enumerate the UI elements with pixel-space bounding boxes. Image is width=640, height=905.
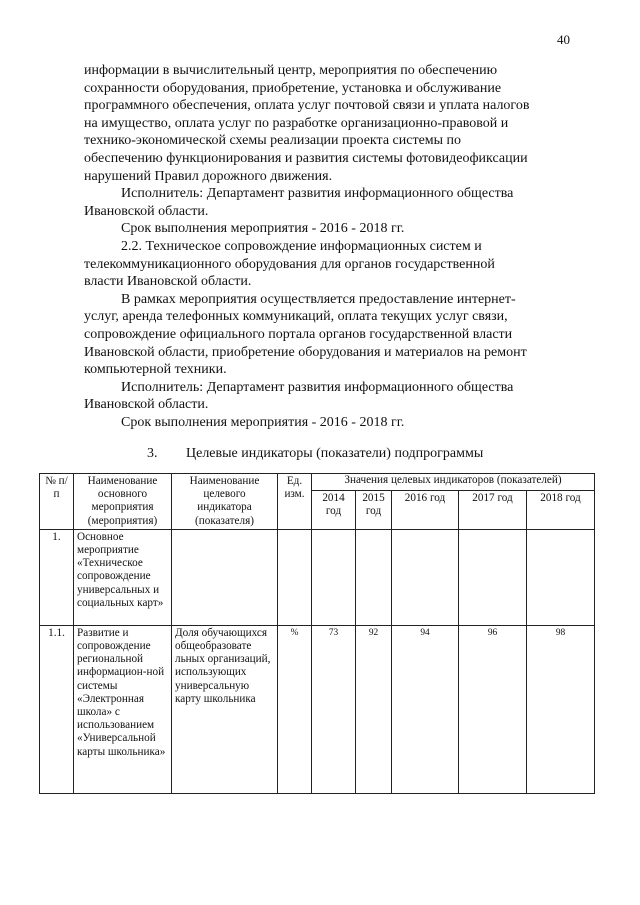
row-indicator: Доля обучающихся общеобразовате льных организаций, использующих универсальную карту школьника [172,625,278,793]
paragraph-line: компьютерной техники. [84,362,227,378]
header-num: № п/п [40,474,74,530]
subsection-heading: телекоммуникационного оборудования для органов государственной [84,256,495,272]
row-activity: Развитие и сопровождение региональной информацион-ной системы «Электронная школа» с использованием «Универсальной карты школьника» [74,625,172,793]
row-value [312,529,356,625]
executor-line: Ивановской области. [84,397,209,413]
indicators-table [39,473,595,794]
paragraph-line: сохранности оборудования, приобретение, установка и обслуживание [84,80,502,96]
table-header-row [40,474,595,491]
paragraph-line: услуг, аренда телефонных коммуникаций, оплата текущих услуг связи, [84,309,508,325]
row-value: 98 [527,625,595,793]
paragraph-line: В рамках мероприятия осуществляется предоставление интернет- [121,291,516,307]
row-value [356,529,392,625]
header-year: 2015 год [356,491,392,530]
row-value: 73 [312,625,356,793]
table-row [40,625,595,793]
paragraph-line: сопровождение официального портала органов государственной власти [84,326,513,342]
page-number: 40 [557,32,570,47]
row-value: 94 [392,625,459,793]
deadline-line: Срок выполнения мероприятия - 2016 - 2018 гг. [121,414,405,430]
section-title: Целевые индикаторы (показатели) подпрограммы [186,446,484,461]
row-value: 96 [459,625,527,793]
paragraph-line: обеспечению функционирования и развития системы фотовидеофиксации [84,150,528,166]
row-unit [278,529,312,625]
header-unit: Ед. изм. [278,474,312,530]
row-num: 1. [40,529,74,625]
header-year: 2016 год [392,491,459,530]
row-unit: % [278,625,312,793]
paragraph-line: нарушений Правил дорожного движения. [84,168,333,184]
header-year: 2018 год [527,491,595,530]
header-values-group: Значения целевых индикаторов (показателей) [312,474,595,491]
paragraph-line: информации в вычислительный центр, мероприятия по обеспечению [84,63,498,78]
header-indicator: Наименование целевого индикатора (показателя) [172,474,278,530]
row-value [459,529,527,625]
subsection-heading: 2.2. Техническое сопровождение информационных систем и [121,238,482,254]
subsection-heading: власти Ивановской области. [84,274,252,290]
table-row [40,529,595,625]
paragraph-line: программного обеспечения, оплата услуг почтовой связи и уплата налогов [84,98,530,114]
header-year: 2014 год [312,491,356,530]
executor-line: Ивановской области. [84,203,209,219]
deadline-line: Срок выполнения мероприятия - 2016 - 2018 гг. [121,221,405,237]
row-activity: Основное мероприятие «Техническое сопровождение универсальных и социальных карт» [74,529,172,625]
executor-line: Исполнитель: Департамент развития информационного общества [121,186,514,202]
row-indicator [172,529,278,625]
row-value: 92 [356,625,392,793]
row-value [527,529,595,625]
row-value [392,529,459,625]
row-num: 1.1. [40,625,74,793]
executor-line: Исполнитель: Департамент развития информационного общества [121,379,514,395]
section-number: 3. [147,446,158,461]
header-year: 2017 год [459,491,527,530]
paragraph-line: технико-экономической схемы реализации проекта системы по [84,133,462,149]
header-activity: Наименование основного мероприятия (мероприятия) [74,474,172,530]
paragraph-line: Ивановской области, приобретение оборудования и материалов на ремонт [84,344,527,360]
paragraph-line: на имущество, оплата услуг по разработке организационно-правовой и [84,115,509,131]
body-text [84,62,572,431]
